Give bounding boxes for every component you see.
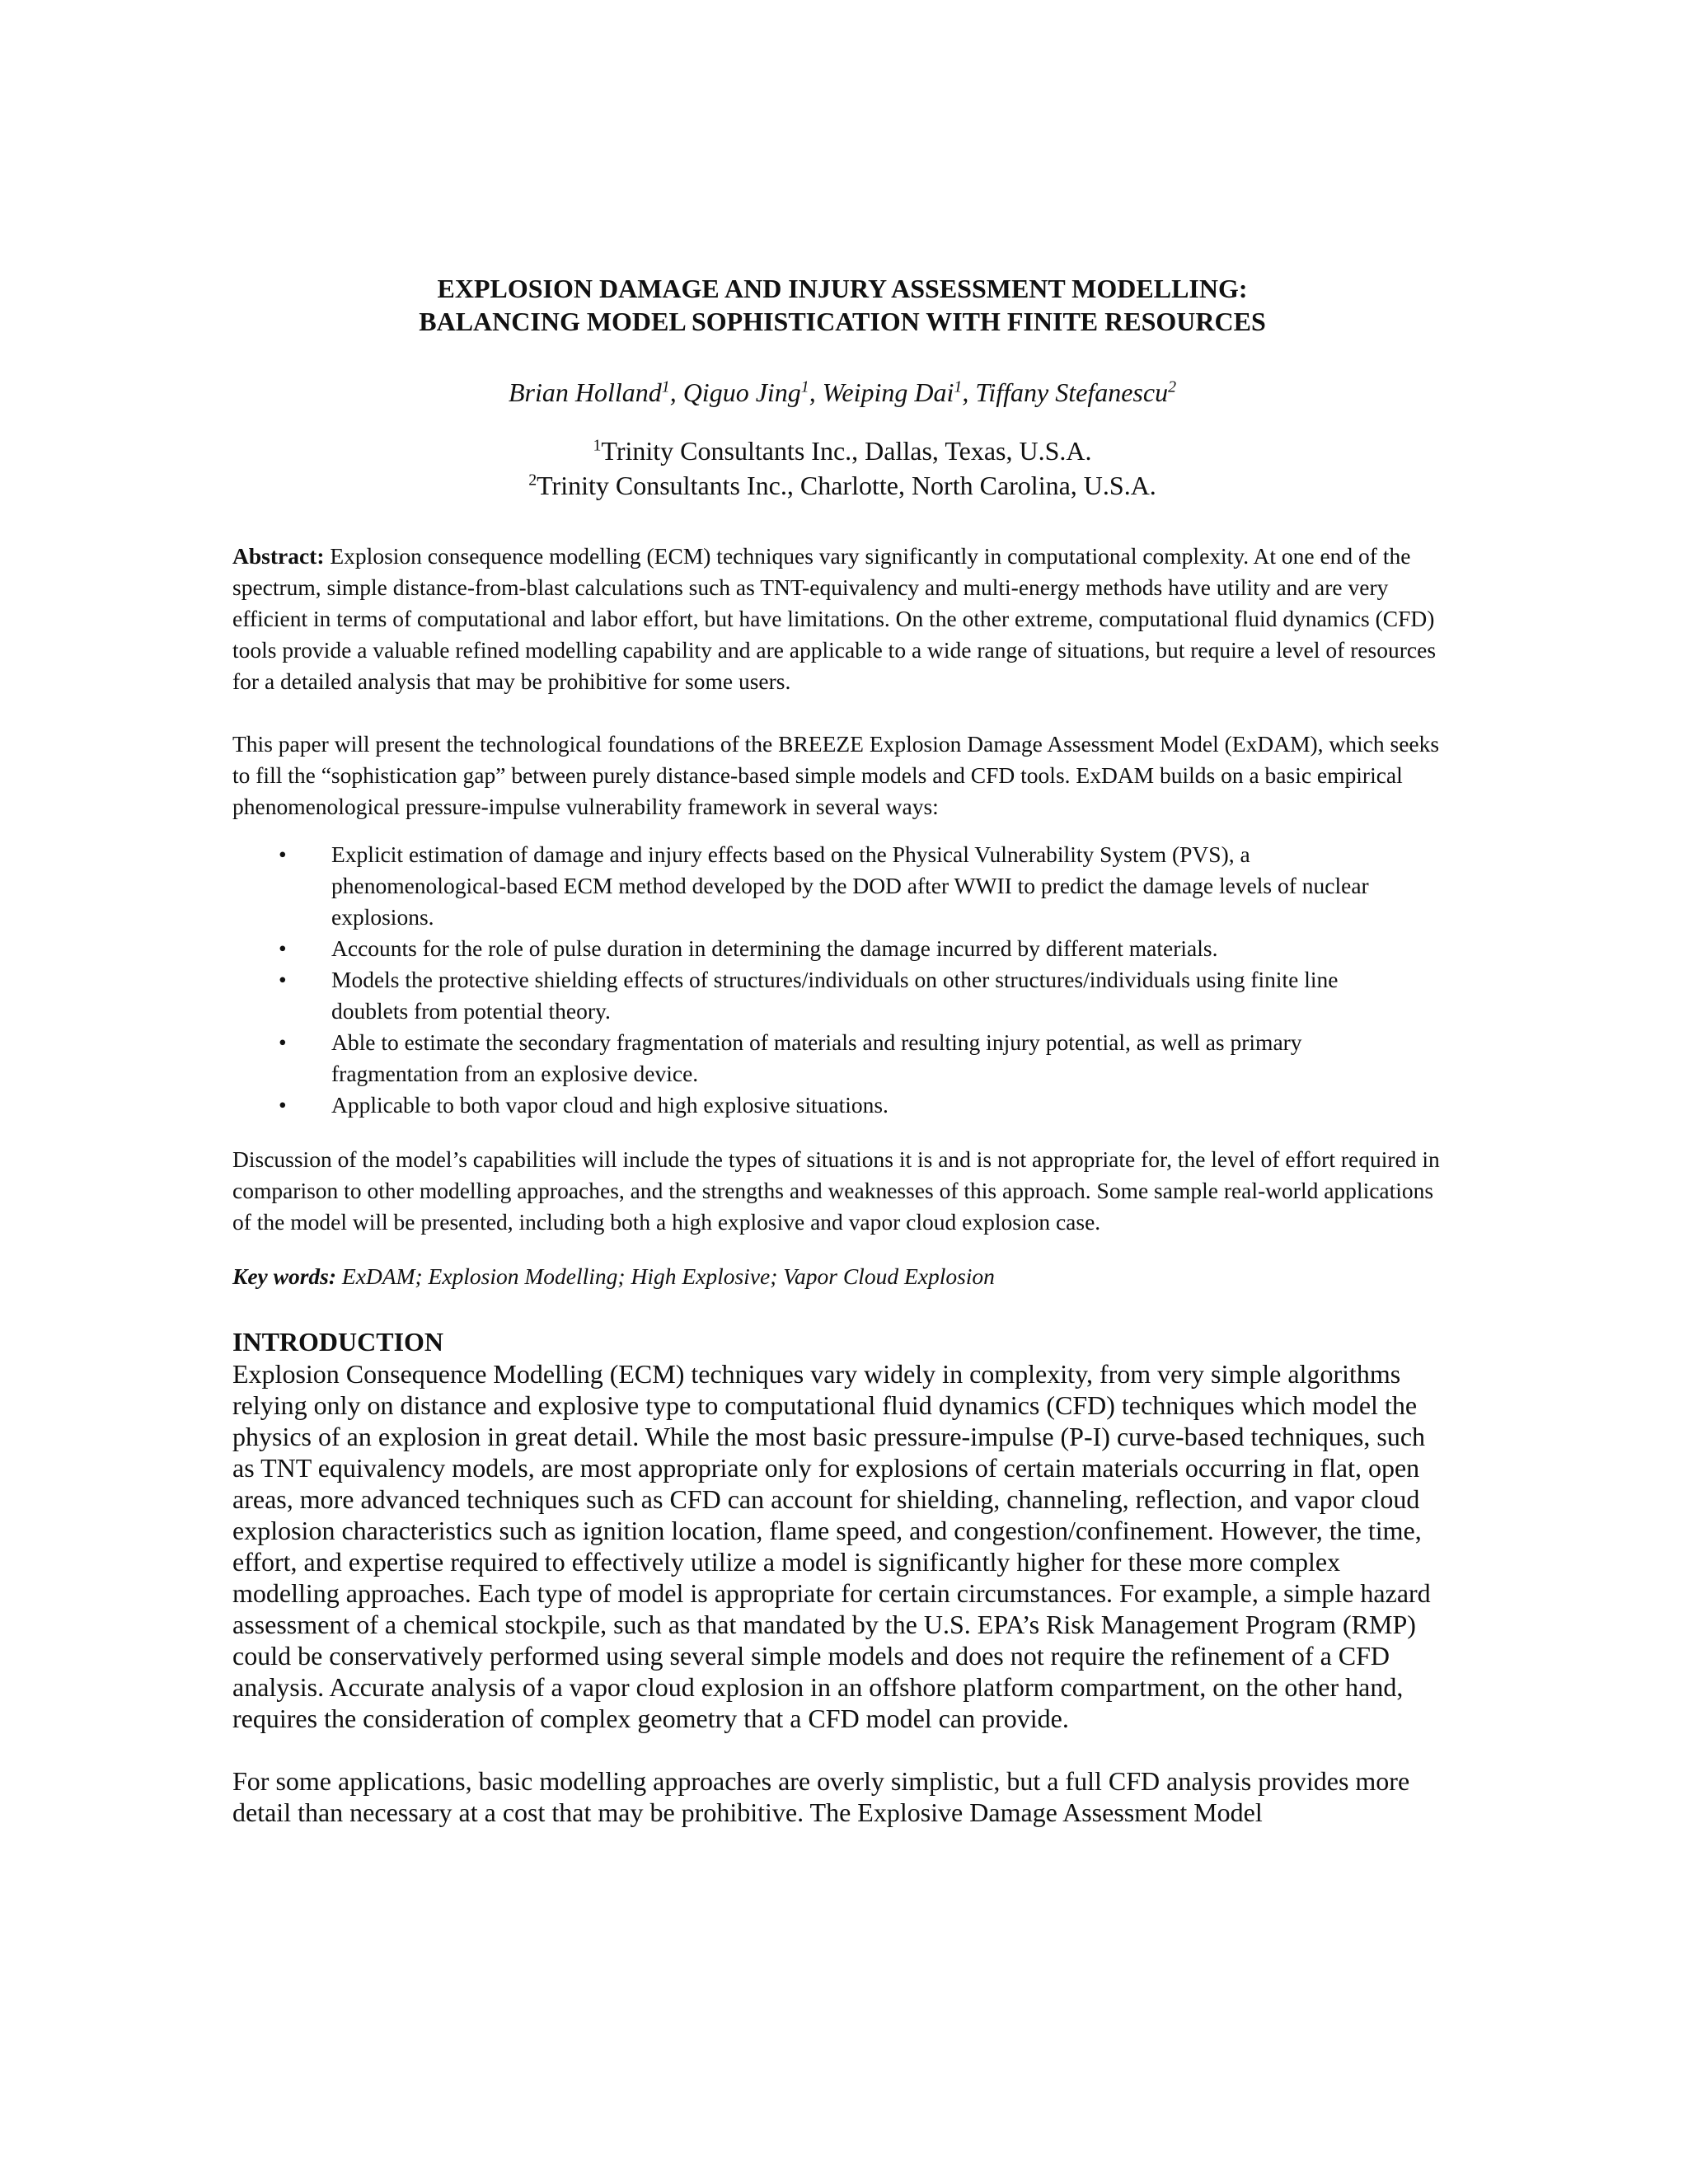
keywords-label: Key words:: [232, 1263, 337, 1289]
abstract-paragraph: [232, 541, 1452, 697]
abstract-label: Abstract:: [232, 543, 325, 569]
author-name: Qiguo Jing: [682, 377, 801, 407]
keywords-line: [232, 1261, 1452, 1292]
title-line-1: EXPLOSION DAMAGE AND INJURY ASSESSMENT MODELLING:: [437, 274, 1248, 303]
abstract-paragraph-3: Discussion of the model’s capabilities will include the types of situations it is and is not appropriate for, the level of effort required in comparison to other modelling approaches, and the strengths and weaknesses of this approach. Some sample real-world applications of the model will be presented, including both a high explosive and vapor cloud explosion case.: [232, 1146, 1440, 1235]
introduction-paragraph-2: For some applications, basic modelling approaches are overly simplistic, but a full CFD analysis provides more detail than necessary at a cost that may be prohibitive. The Explosive Damage Assessment Model: [232, 1766, 1410, 1827]
author-name: Brian Holland: [508, 377, 662, 407]
author-separator: ,: [962, 377, 976, 407]
section-heading-introduction: INTRODUCTION: [232, 1327, 444, 1357]
paper-page: [232, 272, 1452, 1828]
abstract-text: Explosion consequence modelling (ECM) techniques vary significantly in computational complexity. At one end of the spectrum, simple distance-from-blast calculations such as TNT-equivalency and multi-energy methods have utility and are very efficient in terms of computational and labor effort, but have limitations. On the other extreme, computational fluid dynamics (CFD) tools provide a valuable refined modelling capability and are applicable to a wide range of situations, but require a level of resources for a detailed analysis that may be prohibitive for some users.: [232, 543, 1437, 694]
title-line-2: BALANCING MODEL SOPHISTICATION WITH FINITE RESOURCES: [419, 307, 1266, 336]
author-separator: ,: [669, 377, 683, 407]
affiliation-mark: 2: [528, 471, 537, 490]
introduction-paragraph-1: Explosion Consequence Modelling (ECM) techniques vary widely in complexity, from very simple algorithms relying only on distance and explosive type to computational fluid dynamics (CFD) techniques which model the physics of an explosion in great detail. While the most basic pressure-impulse (P-I) curve-based techniques, such as TNT equivalency models, are most appropriate only for explosions of certain materials occurring in flat, open areas, more advanced techniques such as CFD can account for shielding, channeling, reflection, and vapor cloud explosion characteristics such as ignition location, flame speed, and congestion/confinement. However, the time, effort, and expertise required to effectively utilize a model is significantly higher for these more complex modelling approaches. Each type of model is appropriate for certain circumstances. For example, a simple hazard assessment of a chemical stockpile, such as that mandated by the U.S. EPA’s Risk Management Program (RMP) could be conservatively performed using several simple models and does not require the refinement of a CFD analysis. Accurate analysis of a vapor cloud explosion in an offshore platform compartment, on the other hand, requires the consideration of complex geometry that a CFD model can provide.: [232, 1359, 1431, 1733]
bullet-item: • Accounts for the role of pulse duration in determining the damage incurred by different materials.: [232, 933, 1419, 964]
keywords-text: ExDAM; Explosion Modelling; High Explosive; Vapor Cloud Explosion: [336, 1263, 995, 1289]
affiliation-mark: 1: [593, 436, 602, 455]
author-separator: ,: [809, 377, 823, 407]
author-affil-mark: 2: [1168, 377, 1176, 396]
paper-title: [232, 272, 1452, 338]
bullet-item: • Models the protective shielding effects of structures/individuals on other structures/individuals using finite line doublets from potential theory.: [232, 964, 1419, 1027]
author-name: Weiping Dai: [822, 377, 954, 407]
affiliation-text: Trinity Consultants Inc., Charlotte, North Carolina, U.S.A.: [537, 471, 1156, 500]
abstract-paragraph-2: This paper will present the technological foundations of the BREEZE Explosion Damage Assessment Model (ExDAM), which seeks to fill the “sophistication gap” between purely distance-based simple models and CFD tools. ExDAM builds on a basic empirical phenomenological pressure-impulse vulnerability framework in several ways:: [232, 731, 1440, 819]
affiliation-list: [232, 434, 1452, 503]
author-name: Tiffany Stefanescu: [975, 377, 1169, 407]
feature-bullet-list: [232, 839, 1452, 1121]
bullet-item: • Applicable to both vapor cloud and high explosive situations.: [232, 1090, 1419, 1121]
author-affil-mark: 1: [954, 377, 963, 396]
author-affil-mark: 1: [661, 377, 670, 396]
author-list: [232, 376, 1452, 409]
affiliation-text: Trinity Consultants Inc., Dallas, Texas, U.S.A.: [601, 436, 1092, 466]
affiliation-line: [232, 468, 1452, 503]
bullet-item: • Able to estimate the secondary fragmentation of materials and resulting injury potential, as well as primary fragmentation from an explosive device.: [232, 1027, 1419, 1090]
author-affil-mark: 1: [800, 377, 809, 396]
bullet-item: • Explicit estimation of damage and injury effects based on the Physical Vulnerability System (PVS), a phenomenological-based ECM method developed by the DOD after WWII to predict the damage levels of nuclear explosions.: [232, 839, 1419, 933]
affiliation-line: [232, 434, 1452, 468]
